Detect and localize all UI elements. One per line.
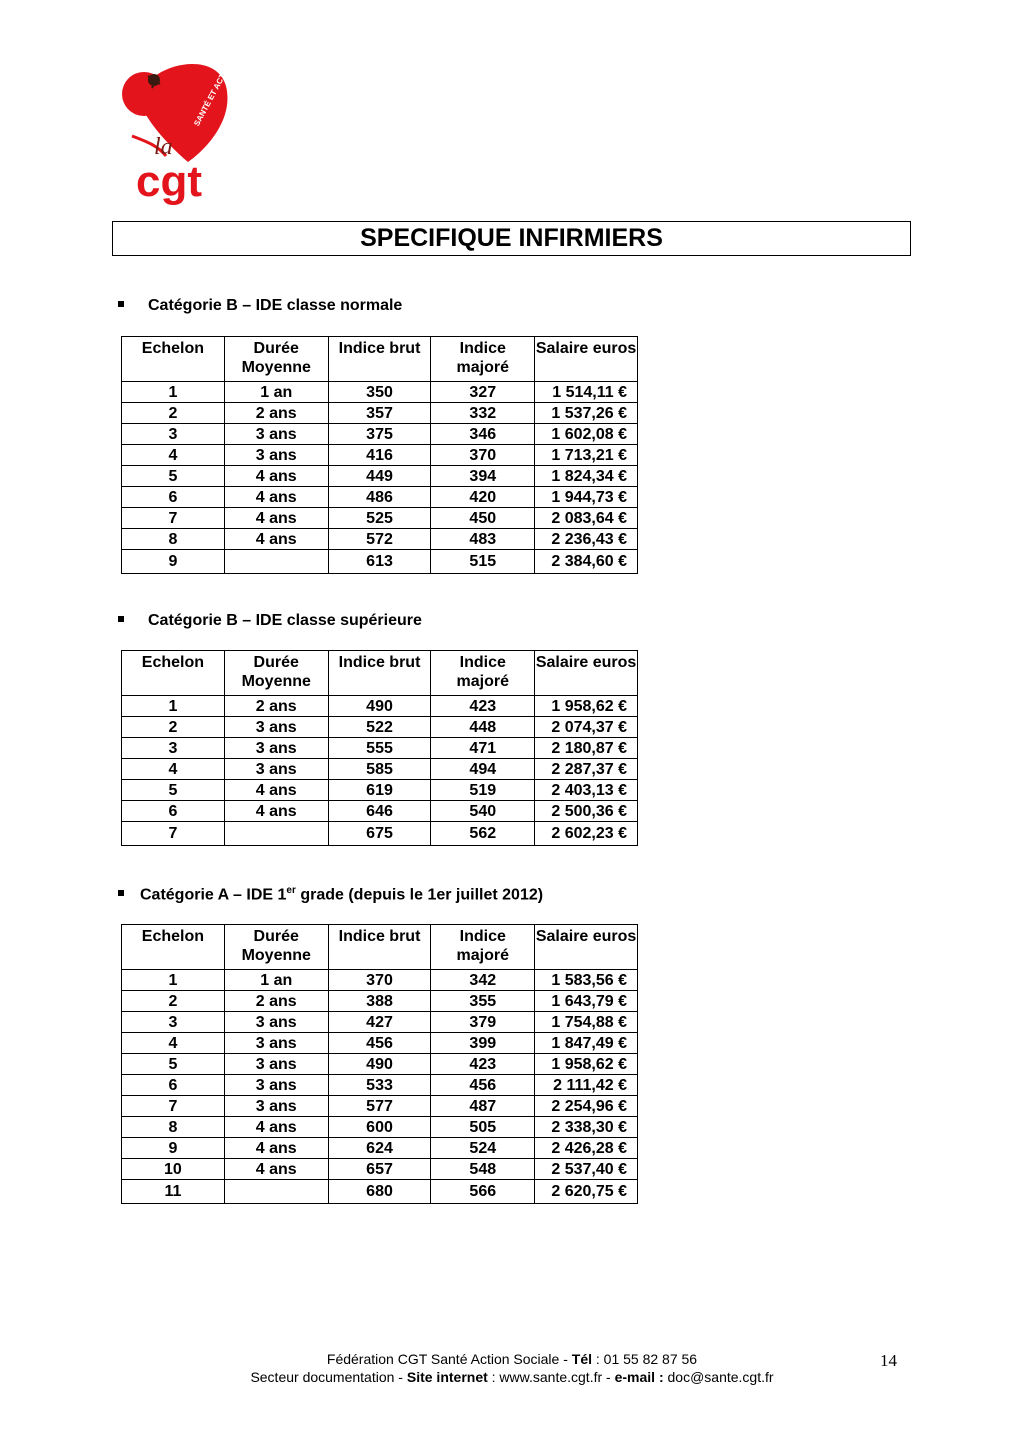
table-row	[122, 801, 638, 822]
table-cell: 657	[328, 1159, 431, 1180]
column-header: Echelon	[122, 337, 225, 382]
table-cell: 2 500,36 €	[535, 801, 638, 822]
page-footer	[180, 1350, 844, 1386]
table-cell: 448	[431, 717, 535, 738]
table-row	[122, 1096, 638, 1117]
table-cell: 4 ans	[224, 529, 328, 550]
table-cell: 2	[122, 991, 225, 1012]
table-cell: 675	[328, 822, 431, 846]
table-row	[122, 403, 638, 424]
column-header: Indice brut	[328, 337, 431, 382]
table-cell: 2 602,23 €	[535, 822, 638, 846]
table-cell: 572	[328, 529, 431, 550]
table-row	[122, 382, 638, 403]
table-cell: 1 643,79 €	[535, 991, 638, 1012]
table-cell: 540	[431, 801, 535, 822]
table-cell: 423	[431, 1054, 535, 1075]
table-cell: 1 an	[224, 970, 328, 991]
table-cell: 3 ans	[224, 1096, 328, 1117]
table-cell: 1 602,08 €	[535, 424, 638, 445]
table-cell: 4	[122, 759, 225, 780]
table-cell: 4 ans	[224, 466, 328, 487]
table-cell: 399	[431, 1033, 535, 1054]
footer-line-2: Secteur documentation - Site internet : www.sante.cgt.fr - e-mail : doc@sante.cgt.fr	[250, 1369, 774, 1385]
table-cell: 4 ans	[224, 1117, 328, 1138]
salary-table-b-superieure	[121, 650, 638, 846]
table-cell: 416	[328, 445, 431, 466]
table-cell: 9	[122, 1138, 225, 1159]
table-cell: 3 ans	[224, 1033, 328, 1054]
column-header: Echelon	[122, 651, 225, 696]
table-cell: 5	[122, 1054, 225, 1075]
table-cell: 7	[122, 508, 225, 529]
table-cell: 2 ans	[224, 403, 328, 424]
table-cell: 2 287,37 €	[535, 759, 638, 780]
table-cell: 346	[431, 424, 535, 445]
table-row	[122, 424, 638, 445]
bullet-icon	[118, 890, 124, 896]
table-row	[122, 1117, 638, 1138]
table-row	[122, 991, 638, 1012]
column-header: Indice majoré	[431, 651, 535, 696]
table-cell: 519	[431, 780, 535, 801]
table-header-row	[122, 925, 638, 970]
column-header: Salaire euros	[535, 925, 638, 970]
table-header-row	[122, 651, 638, 696]
table-cell: 562	[431, 822, 535, 846]
table-cell: 680	[328, 1180, 431, 1204]
table-cell: 2 338,30 €	[535, 1117, 638, 1138]
table-cell: 2 384,60 €	[535, 550, 638, 574]
table-cell: 515	[431, 550, 535, 574]
table-cell: 505	[431, 1117, 535, 1138]
column-header: Salaire euros	[535, 337, 638, 382]
table-cell: 4 ans	[224, 1159, 328, 1180]
table-cell: 1 an	[224, 382, 328, 403]
page-title: SPECIFIQUE INFIRMIERS	[112, 221, 911, 256]
table-cell: 427	[328, 1012, 431, 1033]
table-cell: 11	[122, 1180, 225, 1204]
table-cell: 486	[328, 487, 431, 508]
table-cell: 2 254,96 €	[535, 1096, 638, 1117]
column-header: Salaire euros	[535, 651, 638, 696]
table-cell: 2	[122, 717, 225, 738]
table-row	[122, 1075, 638, 1096]
cgt-logo	[118, 26, 252, 206]
table-cell: 600	[328, 1117, 431, 1138]
table-cell: 6	[122, 487, 225, 508]
column-header: Indice majoré	[431, 337, 535, 382]
table-cell: 4 ans	[224, 487, 328, 508]
table-cell: 1 754,88 €	[535, 1012, 638, 1033]
table-cell: 490	[328, 696, 431, 717]
table-cell: 2 083,64 €	[535, 508, 638, 529]
table-cell: 420	[431, 487, 535, 508]
table-cell: 1	[122, 382, 225, 403]
table-cell: 357	[328, 403, 431, 424]
column-header: Durée Moyenne	[224, 337, 328, 382]
bullet-icon	[118, 301, 124, 307]
table-cell: 2 620,75 €	[535, 1180, 638, 1204]
table-cell: 10	[122, 1159, 225, 1180]
table-row	[122, 1180, 638, 1204]
table-cell: 2 074,37 €	[535, 717, 638, 738]
table-cell: 1 847,49 €	[535, 1033, 638, 1054]
table-cell: 3 ans	[224, 759, 328, 780]
table-row	[122, 529, 638, 550]
table-cell: 342	[431, 970, 535, 991]
table-cell: 3 ans	[224, 738, 328, 759]
table-cell	[224, 822, 328, 846]
table-cell: 388	[328, 991, 431, 1012]
table-cell: 350	[328, 382, 431, 403]
table-row	[122, 508, 638, 529]
table-cell: 370	[431, 445, 535, 466]
table-row	[122, 696, 638, 717]
table-cell: 4 ans	[224, 1138, 328, 1159]
table-row	[122, 717, 638, 738]
table-row	[122, 466, 638, 487]
table-cell: 613	[328, 550, 431, 574]
table-cell: 2 ans	[224, 696, 328, 717]
table-row	[122, 1012, 638, 1033]
table-row	[122, 445, 638, 466]
table-cell: 3	[122, 424, 225, 445]
table-cell: 2 403,13 €	[535, 780, 638, 801]
table-row	[122, 759, 638, 780]
table-cell: 3 ans	[224, 1012, 328, 1033]
table-cell: 619	[328, 780, 431, 801]
table-row	[122, 1138, 638, 1159]
table-cell: 450	[431, 508, 535, 529]
table-cell: 585	[328, 759, 431, 780]
table-cell: 1 944,73 €	[535, 487, 638, 508]
section-label-a-1er-grade	[118, 885, 543, 904]
table-cell: 525	[328, 508, 431, 529]
table-cell: 1 713,21 €	[535, 445, 638, 466]
table-row	[122, 822, 638, 846]
table-cell: 456	[431, 1075, 535, 1096]
table-cell: 2 426,28 €	[535, 1138, 638, 1159]
table-cell: 2	[122, 403, 225, 424]
table-cell: 2 537,40 €	[535, 1159, 638, 1180]
table-cell: 7	[122, 822, 225, 846]
table-row	[122, 970, 638, 991]
section-label-text: Catégorie B – IDE classe normale	[148, 297, 403, 314]
table-cell: 3	[122, 738, 225, 759]
table-cell: 533	[328, 1075, 431, 1096]
table-cell: 355	[431, 991, 535, 1012]
table-cell: 449	[328, 466, 431, 487]
table-cell	[224, 1180, 328, 1204]
logo-la-text: la	[154, 134, 173, 160]
column-header: Durée Moyenne	[224, 925, 328, 970]
table-cell: 1 824,34 €	[535, 466, 638, 487]
table-cell: 3 ans	[224, 445, 328, 466]
table-cell: 7	[122, 1096, 225, 1117]
table-cell: 483	[431, 529, 535, 550]
table-row	[122, 1159, 638, 1180]
table-cell: 4 ans	[224, 801, 328, 822]
table-cell: 494	[431, 759, 535, 780]
table-row	[122, 1054, 638, 1075]
table-cell: 2 180,87 €	[535, 738, 638, 759]
table-row	[122, 487, 638, 508]
table-cell: 4	[122, 1033, 225, 1054]
table-row	[122, 780, 638, 801]
column-header: Echelon	[122, 925, 225, 970]
table-cell: 2 ans	[224, 991, 328, 1012]
table-cell: 471	[431, 738, 535, 759]
table-cell: 1 958,62 €	[535, 696, 638, 717]
table-cell: 646	[328, 801, 431, 822]
table-row	[122, 550, 638, 574]
table-cell: 1	[122, 696, 225, 717]
logo-arc-text: SANTÉ ET ACTION SOCIALE	[192, 26, 252, 128]
table-cell: 3 ans	[224, 717, 328, 738]
table-cell: 524	[431, 1138, 535, 1159]
table-cell: 332	[431, 403, 535, 424]
table-cell: 1 514,11 €	[535, 382, 638, 403]
table-cell: 522	[328, 717, 431, 738]
table-cell: 548	[431, 1159, 535, 1180]
bullet-icon	[118, 616, 124, 622]
section-label-text: Catégorie B – IDE classe supérieure	[148, 612, 422, 629]
table-row	[122, 1033, 638, 1054]
logo-cgt-text: cgt	[136, 157, 202, 206]
table-cell: 394	[431, 466, 535, 487]
section-label-b-superieure	[118, 612, 422, 630]
table-cell: 6	[122, 1075, 225, 1096]
table-cell: 3 ans	[224, 424, 328, 445]
table-cell	[224, 550, 328, 574]
table-row	[122, 738, 638, 759]
table-cell: 577	[328, 1096, 431, 1117]
salary-table-a-1er-grade	[121, 924, 638, 1204]
table-cell: 624	[328, 1138, 431, 1159]
table-cell: 4 ans	[224, 780, 328, 801]
table-cell: 5	[122, 466, 225, 487]
table-cell: 1	[122, 970, 225, 991]
page-number: 14	[880, 1351, 897, 1370]
column-header: Durée Moyenne	[224, 651, 328, 696]
table-cell: 8	[122, 529, 225, 550]
table-cell: 2 111,42 €	[535, 1075, 638, 1096]
table-cell: 1 583,56 €	[535, 970, 638, 991]
table-cell: 375	[328, 424, 431, 445]
section-label-text: Catégorie A – IDE 1er grade (depuis le 1er juillet 2012)	[140, 885, 544, 904]
table-header-row	[122, 337, 638, 382]
table-cell: 370	[328, 970, 431, 991]
table-cell: 487	[431, 1096, 535, 1117]
column-header: Indice brut	[328, 651, 431, 696]
table-cell: 6	[122, 801, 225, 822]
table-cell: 327	[431, 382, 535, 403]
table-cell: 4 ans	[224, 508, 328, 529]
table-cell: 3 ans	[224, 1054, 328, 1075]
table-cell: 9	[122, 550, 225, 574]
table-cell: 2 236,43 €	[535, 529, 638, 550]
table-cell: 490	[328, 1054, 431, 1075]
table-cell: 4	[122, 445, 225, 466]
table-cell: 423	[431, 696, 535, 717]
table-cell: 5	[122, 780, 225, 801]
table-cell: 8	[122, 1117, 225, 1138]
footer-line-1: Fédération CGT Santé Action Sociale - Tél : 01 55 82 87 56	[326, 1351, 698, 1367]
salary-table-b-normale	[121, 336, 638, 574]
column-header: Indice majoré	[431, 925, 535, 970]
section-label-b-normale	[118, 297, 402, 315]
table-cell: 555	[328, 738, 431, 759]
table-cell: 3	[122, 1012, 225, 1033]
table-cell: 456	[328, 1033, 431, 1054]
table-cell: 3 ans	[224, 1075, 328, 1096]
table-cell: 1 958,62 €	[535, 1054, 638, 1075]
table-cell: 1 537,26 €	[535, 403, 638, 424]
table-cell: 379	[431, 1012, 535, 1033]
table-cell: 566	[431, 1180, 535, 1204]
column-header: Indice brut	[328, 925, 431, 970]
